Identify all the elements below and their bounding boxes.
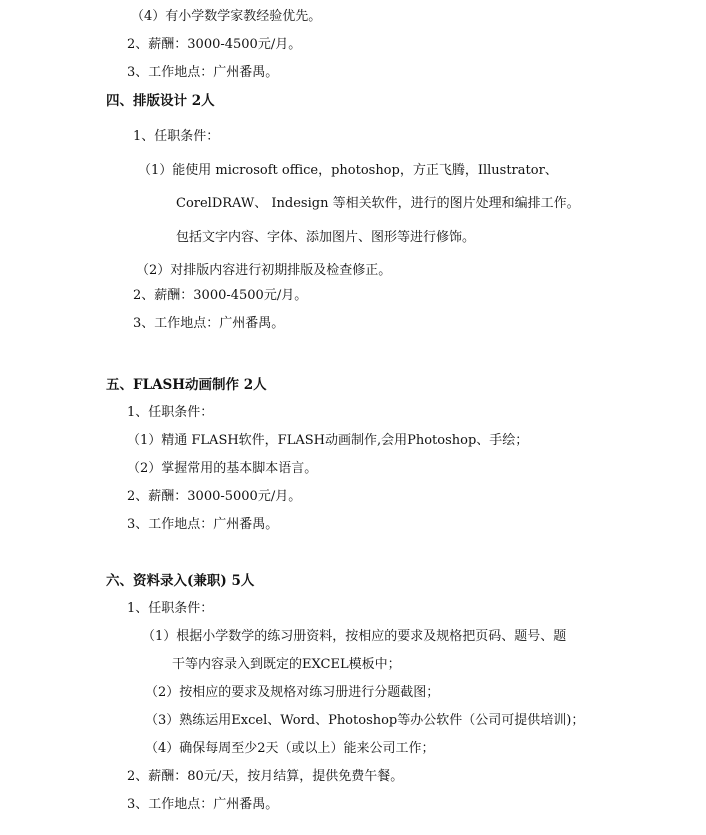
location-line: 3、工作地点：广州番禺。 [127, 517, 279, 532]
location-line: 3、工作地点：广州番禺。 [133, 316, 285, 331]
requirements-label: 1、任职条件： [127, 405, 214, 420]
requirement-item-continued: CorelDRAW、 Indesign 等相关软件，进行的图片处理和编排工作。 [176, 196, 580, 211]
location-line: 3、工作地点：广州番禺。 [127, 65, 279, 80]
section-heading: 五、FLASH动画制作 2人 [106, 377, 267, 393]
requirement-item: （2）按相应的要求及规格对练习册进行分题截图； [145, 685, 440, 700]
salary-line: 2、薪酬：3000-4500元/月。 [133, 288, 308, 303]
requirement-item: （4）有小学数学家教经验优先。 [131, 9, 322, 24]
requirement-item: （4）确保每周至少2天（或以上）能来公司工作； [145, 741, 435, 756]
requirement-item: （2）对排版内容进行初期排版及检查修正。 [136, 263, 392, 278]
location-line: 3、工作地点：广州番禺。 [127, 797, 279, 812]
requirement-item: （3）熟练运用Excel、Word、Photoshop等办公软件（公司可提供培训)； [145, 713, 585, 728]
requirement-item: （1）根据小学数学的练习册资料，按相应的要求及规格把页码、题号、题 [142, 629, 567, 644]
requirements-label: 1、任职条件： [133, 129, 220, 144]
requirement-item: （2）掌握常用的基本脚本语言。 [127, 461, 318, 476]
salary-line: 2、薪酬：80元/天，按月结算，提供免费午餐。 [127, 769, 404, 784]
section-heading: 六、资料录入(兼职) 5人 [106, 573, 255, 589]
requirement-item: （1）精通 FLASH软件，FLASH动画制作,会用Photoshop、手绘； [127, 433, 529, 448]
requirement-item: （1）能使用 microsoft office，photoshop，方正飞腾，Illustrator、 [138, 163, 558, 178]
salary-line: 2、薪酬：3000-5000元/月。 [127, 489, 302, 504]
requirement-item-continued: 干等内容录入到既定的EXCEL模板中； [172, 657, 401, 672]
section-heading: 四、排版设计 2人 [106, 93, 215, 109]
salary-line: 2、薪酬：3000-4500元/月。 [127, 37, 302, 52]
requirement-item-continued: 包括文字内容、字体、添加图片、图形等进行修饰。 [176, 230, 476, 245]
requirements-label: 1、任职条件： [127, 601, 214, 616]
